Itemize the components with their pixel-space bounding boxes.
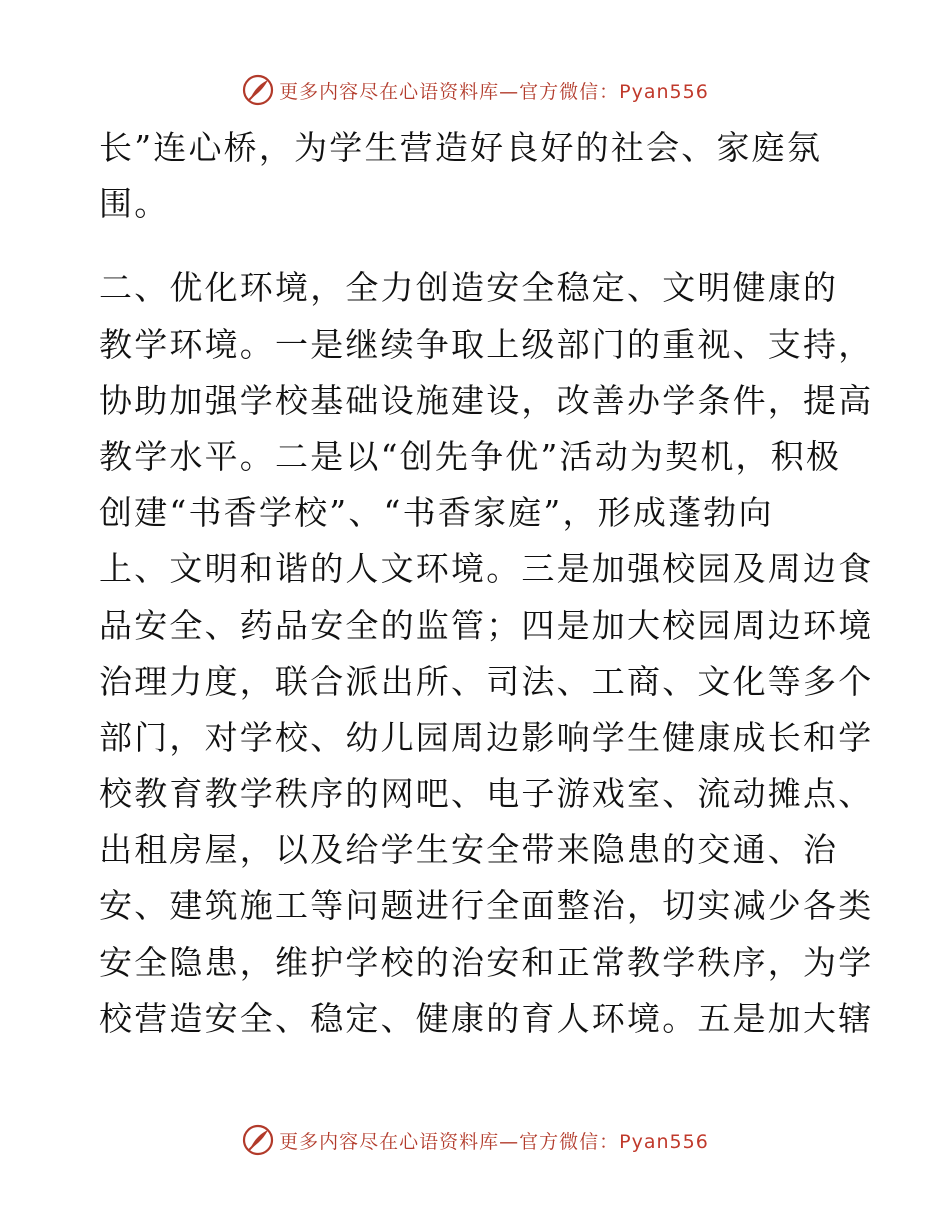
text-line: 二、优化环境，全力创造安全稳定、文明健康的 [99, 268, 839, 308]
watermark-wechat-id: Pyan556 [619, 80, 709, 103]
watermark-text: 更多内容尽在心语资料库—官方微信：Pyan556 [279, 80, 709, 103]
text-line: 安、建筑施工等问题进行全面整治，切实减少各类 [99, 886, 874, 926]
text-line: 协助加强学校基础设施建设，改善办学条件，提高 [99, 380, 874, 420]
text-line: 教学环境。一是继续争取上级部门的重视、支持， [99, 324, 874, 364]
text-line: 出租房屋，以及给学生安全带来隐患的交通、治 [99, 830, 839, 870]
document-body [99, 120, 874, 1047]
text-line: 校教育教学秩序的网吧、电子游戏室、流动摊点、 [99, 774, 874, 814]
text-line: 安全隐患，维护学校的治安和正常教学秩序，为学 [99, 942, 874, 982]
text-line: 长”连心桥，为学生营造好良好的社会、家庭氛 [99, 128, 823, 167]
text-line: 部门，对学校、幼儿园周边影响学生健康成长和学 [99, 717, 874, 757]
paragraph-1 [99, 120, 859, 232]
text-line: 创建“书香学校”、“书香家庭”，形成蓬勃向 [99, 493, 774, 533]
text-line: 教学水平。二是以“创先争优”活动为契机，积极 [99, 436, 842, 476]
footer-watermark [0, 1122, 950, 1158]
text-line: 上、文明和谐的人文环境。三是加强校园及周边食 [99, 549, 874, 589]
paragraph-2 [99, 260, 874, 1047]
header-watermark [0, 72, 950, 108]
watermark-text: 更多内容尽在心语资料库—官方微信：Pyan556 [279, 1130, 709, 1153]
watermark-wechat-id: Pyan556 [619, 1130, 709, 1153]
text-line: 品安全、药品安全的监管；四是加大校园周边环境 [99, 605, 874, 645]
text-line: 校营造安全、稳定、健康的育人环境。五是加大辖 [99, 998, 874, 1038]
feather-pen-logo-icon [241, 73, 275, 107]
paragraph-spacer [99, 232, 859, 260]
text-line: 治理力度，联合派出所、司法、工商、文化等多个 [99, 661, 874, 701]
feather-pen-logo-icon [241, 1123, 275, 1157]
text-line: 围。 [99, 184, 170, 224]
